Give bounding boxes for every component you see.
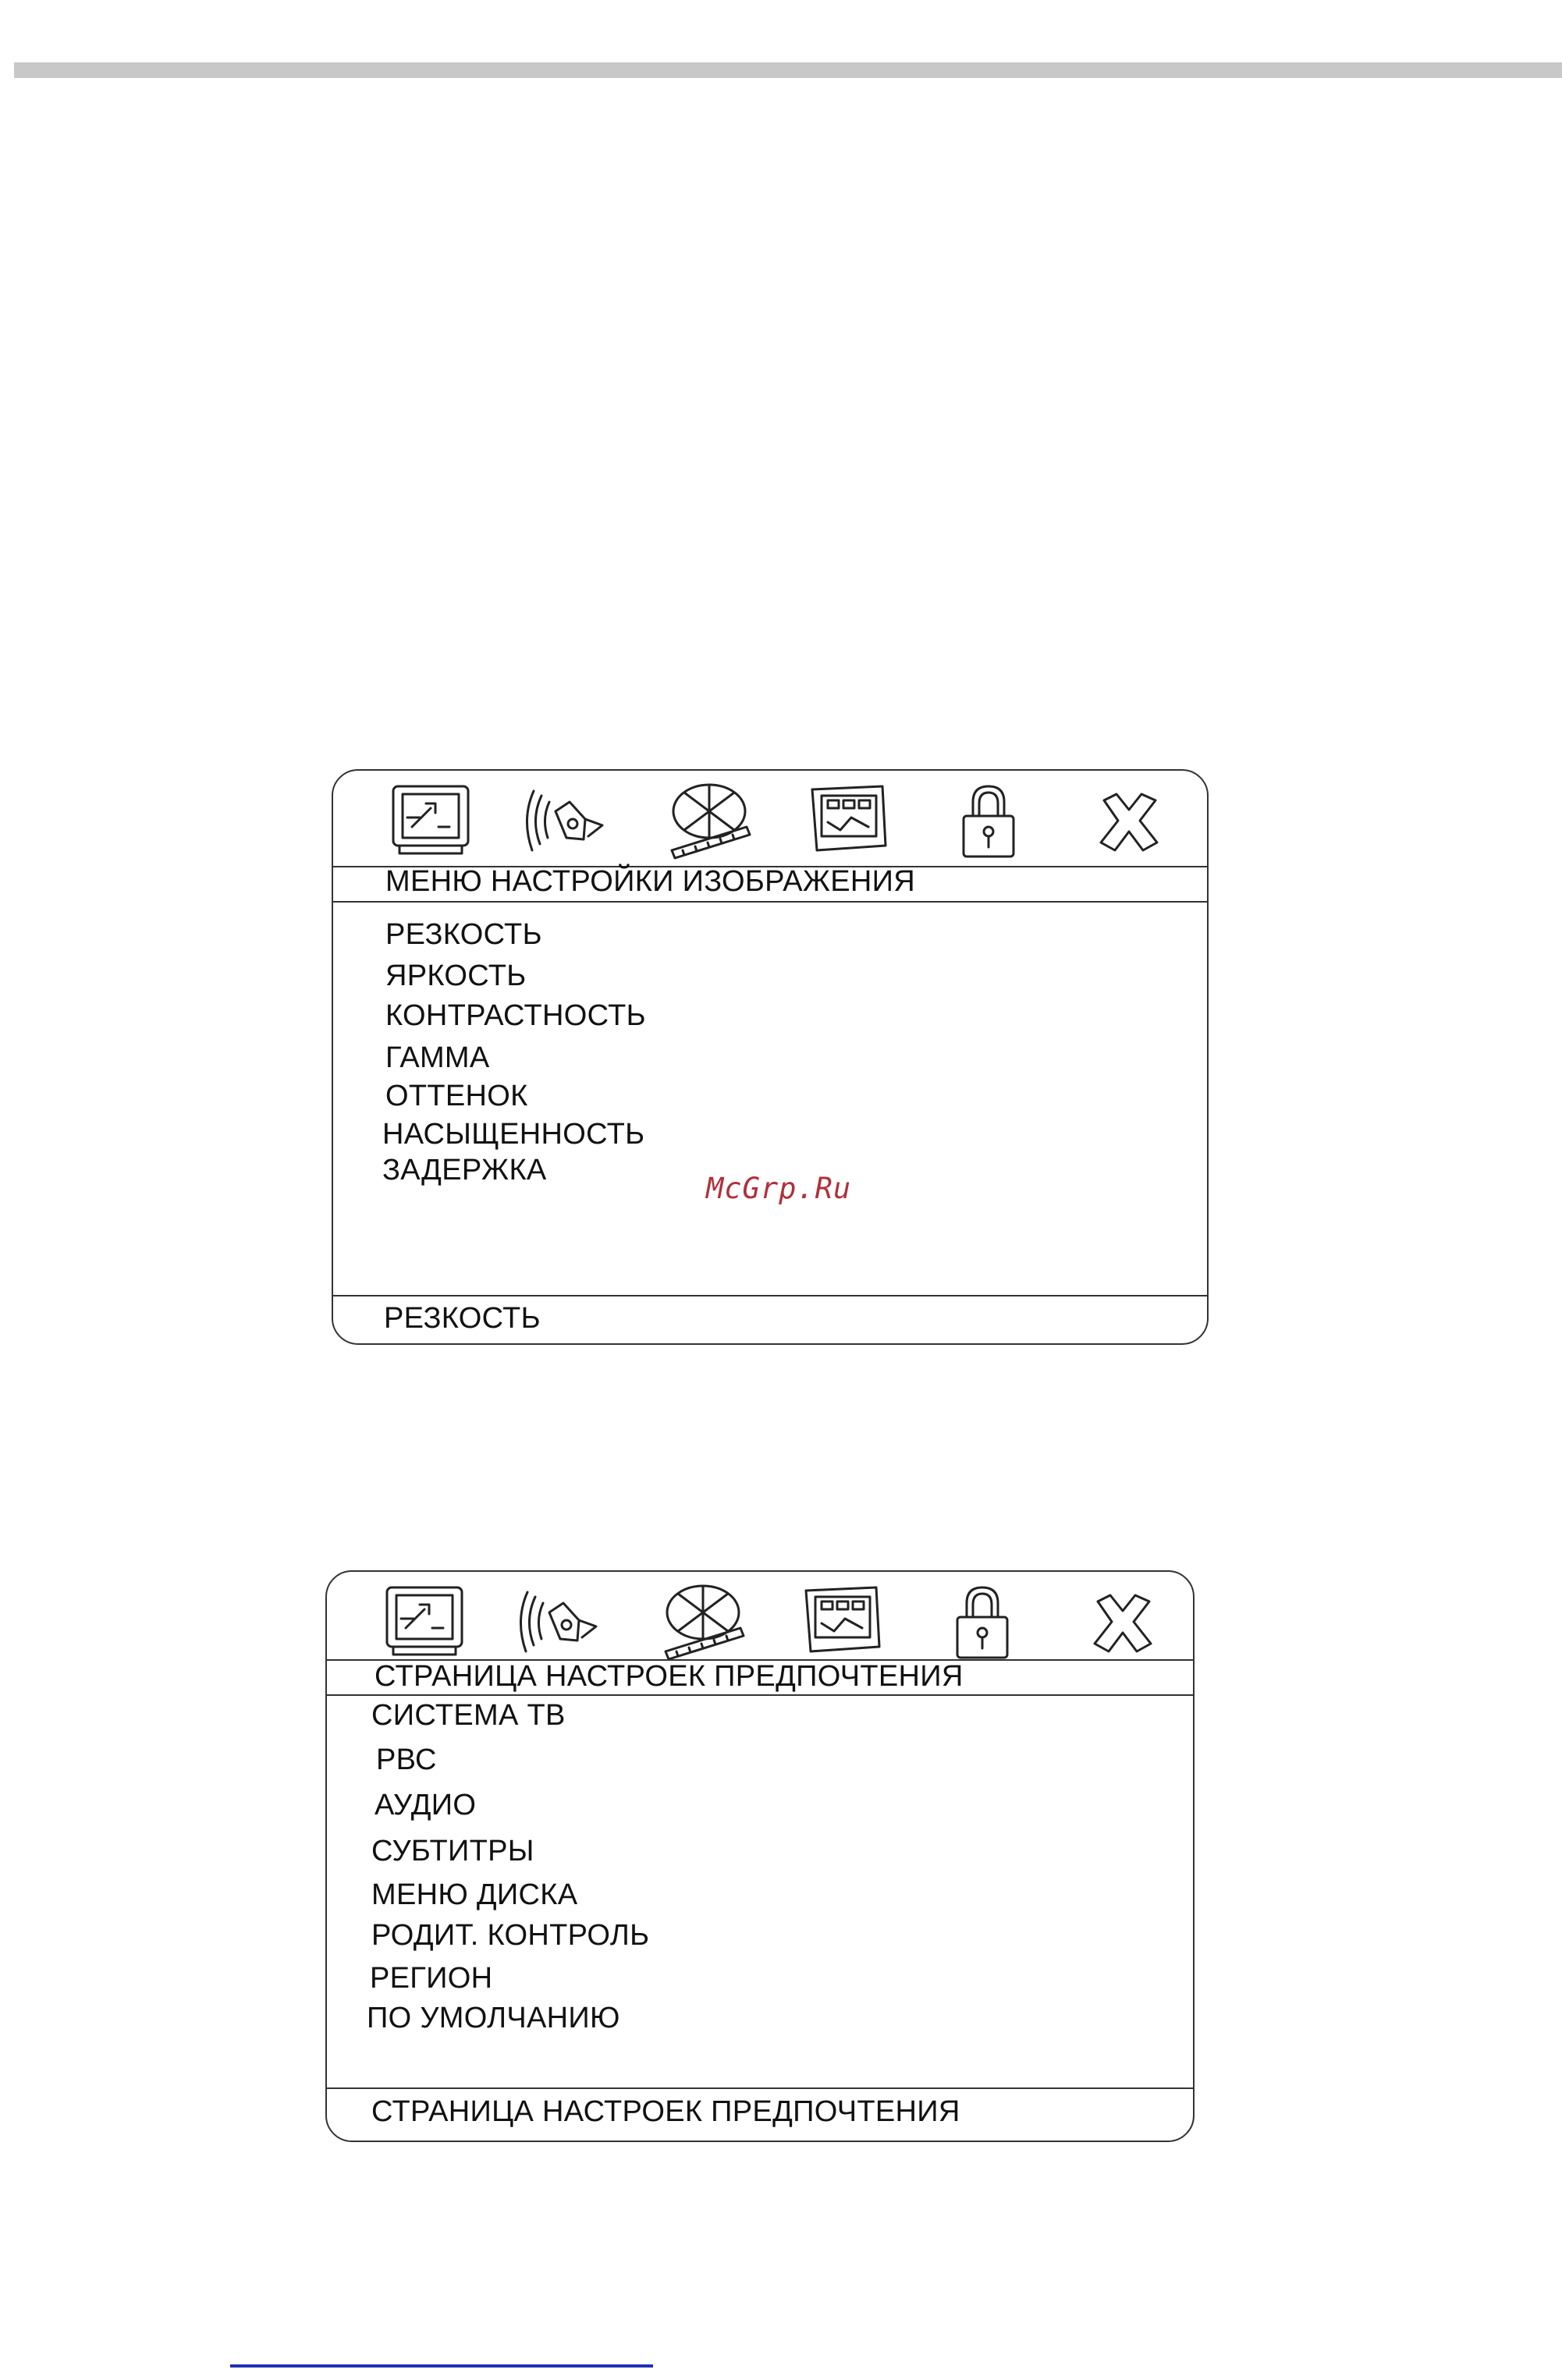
menu-item-region[interactable]: РЕГИОН	[370, 1962, 493, 1995]
page-title: СТРАНИЦА НАСТРОЕК ПРЕДПОЧТЕНИЯ	[375, 1660, 964, 1693]
top-rule	[14, 62, 1562, 78]
lock-icon[interactable]	[942, 779, 1035, 864]
close-icon[interactable]	[1076, 1580, 1170, 1665]
preference-setup-menu-panel	[325, 1570, 1195, 2142]
divider	[327, 2087, 1193, 2089]
video-setup-menu-panel	[332, 769, 1209, 1345]
tv-settings-icon[interactable]	[378, 1580, 471, 1665]
menu-item-contrast[interactable]: КОНТРАСТНОСТЬ	[385, 999, 646, 1032]
menu-item-brightness[interactable]: ЯРКОСТЬ	[385, 959, 527, 992]
divider	[327, 1694, 1193, 1696]
speaker-icon[interactable]	[524, 779, 618, 864]
divider	[333, 901, 1207, 903]
menu-item-delay[interactable]: ЗАДЕРЖКА	[382, 1154, 547, 1186]
menu-icon-bar	[327, 1572, 1193, 1667]
menu-item-pbc[interactable]: РВС	[376, 1743, 437, 1776]
menu-item-sharpness[interactable]: РЕЗКОСТЬ	[385, 918, 542, 951]
film-reel-icon[interactable]	[661, 779, 754, 864]
menu-item-default[interactable]: ПО УМОЛЧАНИЮ	[367, 2002, 620, 2034]
close-icon[interactable]	[1082, 779, 1176, 864]
menu-item-disc-menu[interactable]: МЕНЮ ДИСКА	[371, 1878, 578, 1911]
speaker-icon[interactable]	[518, 1580, 612, 1665]
watermark: McGrp.Ru	[706, 1172, 852, 1205]
menu-item-tv-system[interactable]: СИСТЕМА ТВ	[371, 1699, 566, 1732]
menu-item-hue[interactable]: ОТТЕНОК	[385, 1080, 528, 1112]
divider	[333, 1295, 1207, 1296]
menu-icon-bar	[333, 771, 1207, 866]
menu-item-audio[interactable]: АУДИО	[375, 1789, 477, 1821]
page-title: МЕНЮ НАСТРОЙКИ ИЗОБРАЖЕНИЯ	[385, 865, 916, 898]
film-reel-icon[interactable]	[655, 1580, 748, 1665]
preferences-board-icon[interactable]	[795, 1580, 889, 1665]
status-line: СТРАНИЦА НАСТРОЕК ПРЕДПОЧТЕНИЯ	[371, 2095, 960, 2128]
menu-item-parental[interactable]: РОДИТ. КОНТРОЛЬ	[371, 1919, 650, 1952]
bottom-link-underline	[230, 2364, 653, 2368]
menu-item-gamma[interactable]: ГАММА	[385, 1041, 490, 1074]
tv-settings-icon[interactable]	[384, 779, 477, 864]
lock-icon[interactable]	[935, 1580, 1029, 1665]
menu-item-saturation[interactable]: НАСЫЩЕННОСТЬ	[382, 1118, 645, 1151]
preferences-board-icon[interactable]	[801, 779, 895, 864]
menu-item-subtitles[interactable]: СУБТИТРЫ	[371, 1835, 534, 1867]
status-line: РЕЗКОСТЬ	[384, 1302, 541, 1335]
